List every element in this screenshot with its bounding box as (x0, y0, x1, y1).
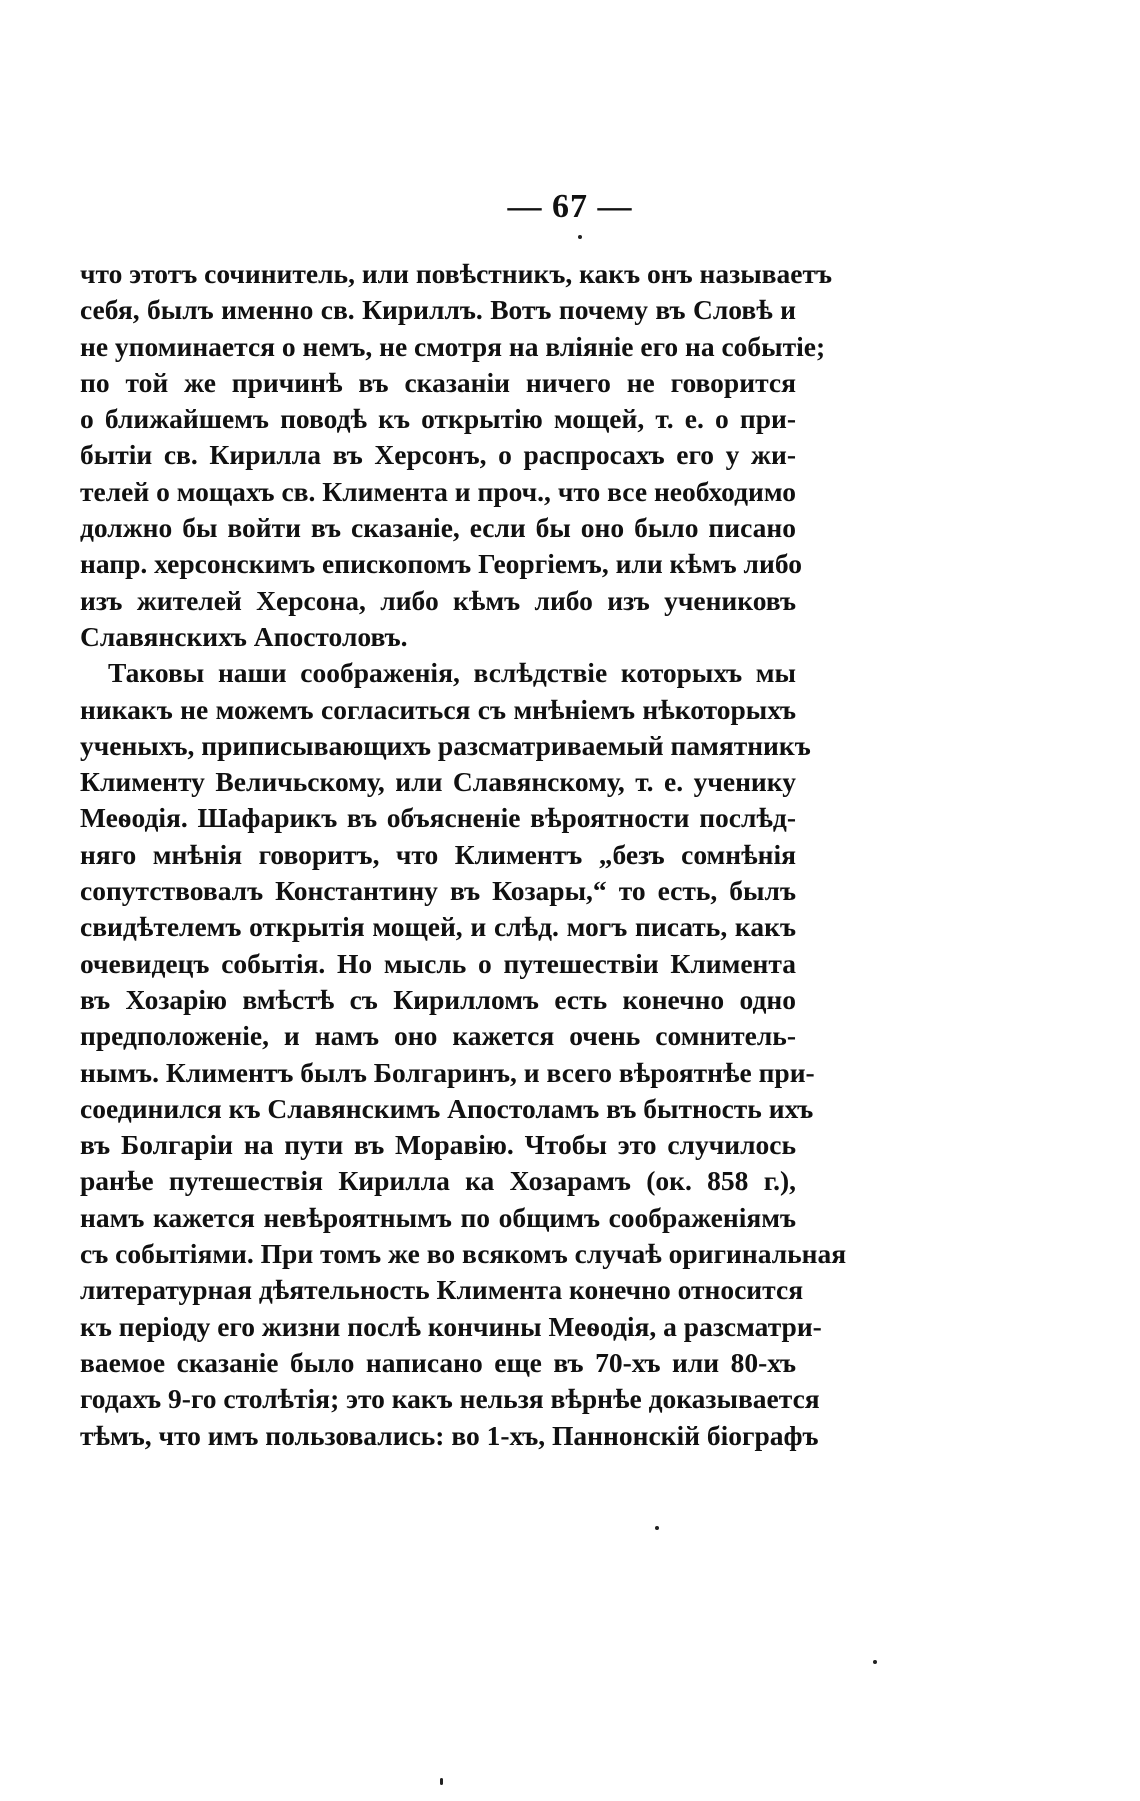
text-line: телей о мощахъ св. Климента и проч., что все необходимо (80, 475, 796, 507)
text-line: бытіи св. Кирилла въ Херсонъ, о распросахъ его у жи- (80, 439, 796, 471)
text-line: съ событіями. При томъ же во всякомъ случаѣ оригинальная (80, 1238, 847, 1270)
text-line: тѣмъ, что имъ пользовались: во 1-хъ, Паннонскій біографъ (80, 1419, 819, 1451)
text-line: должно бы войти въ сказаніе, если бы оно было писано (80, 512, 796, 544)
text-line: не упоминается о немъ, не смотря на вліяніе его на событіе; (80, 330, 826, 362)
text-line: соединился къ Славянскимъ Апостоламъ въ бытность ихъ (80, 1092, 814, 1124)
text-line: о ближайшемъ поводѣ къ открытію мощей, т. е. о при- (80, 403, 796, 435)
paragraph-2 (80, 655, 847, 1454)
text-line: себя, былъ именно св. Кириллъ. Вотъ почему въ Словѣ и (80, 294, 796, 326)
scan-speck (440, 1778, 443, 1785)
text-line: къ періоду его жизни послѣ кончины Меѳодія, а разсматри- (80, 1310, 822, 1342)
text-line: никакъ не можемъ согласиться съ мнѣніемъ нѣкоторыхъ (80, 693, 796, 725)
text-line: по той же причинѣ въ сказаніи ничего не говорится (80, 366, 796, 398)
text-line: няго мнѣнія говоритъ, что Климентъ „безъ сомнѣнія (80, 838, 796, 870)
text-line: Клименту Величьскому, или Славянскому, т. е. ученику (80, 766, 796, 798)
text-line: свидѣтелемъ открытія мощей, и слѣд. могъ писать, какъ (80, 911, 796, 943)
scan-speck (578, 235, 582, 239)
text-line: Таковы наши соображенія, вслѣдствіе которыхъ мы (108, 657, 796, 689)
text-line: въ Хозарію вмѣстѣ съ Кирилломъ есть конечно одно (80, 983, 796, 1015)
text-line: литературная дѣятельность Климента конечно относится (80, 1274, 804, 1306)
paragraph-1 (80, 256, 833, 655)
text-line: сопутствовалъ Константину въ Козары,“ то есть, былъ (80, 875, 796, 907)
body-text (80, 256, 847, 1454)
text-line: очевидецъ событія. Но мысль о путешествіи Климента (80, 947, 796, 979)
text-line: напр. херсонскимъ епископомъ Георгіемъ, или кѣмъ либо (80, 548, 802, 580)
text-line: въ Болгаріи на пути въ Моравію. Чтобы это случилось (80, 1129, 796, 1161)
text-line: ваемое сказаніе было написано еще въ 70-хъ или 80-хъ (80, 1346, 796, 1378)
text-line: предположеніе, и намъ оно кажется очень сомнитель- (80, 1020, 796, 1052)
text-line: намъ кажется невѣроятнымъ по общимъ соображеніямъ (80, 1201, 796, 1233)
text-line: нымъ. Климентъ былъ Болгаринъ, и всего вѣроятнѣе при- (80, 1056, 815, 1088)
text-line: изъ жителей Херсона, либо кѣмъ либо изъ учениковъ (80, 584, 796, 616)
text-line: ученыхъ, приписывающихъ разсматриваемый памятникъ (80, 729, 811, 761)
scan-speck (873, 1660, 877, 1664)
scan-speck (655, 1526, 659, 1530)
page-number: — 67 — (507, 188, 633, 225)
text-line: что этотъ сочинитель, или повѣстникъ, какъ онъ называетъ (80, 258, 833, 289)
text-line: Славянскихъ Апостоловъ. (80, 620, 408, 652)
text-line: годахъ 9-го столѣтія; это какъ нельзя вѣрнѣе доказывается (80, 1383, 820, 1415)
text-line: ранѣе путешествія Кирилла ка Хозарамъ (ок. 858 г.), (80, 1165, 796, 1197)
text-line: Меѳодія. Шафарикъ въ объясненіе вѣроятности послѣд- (80, 802, 796, 834)
